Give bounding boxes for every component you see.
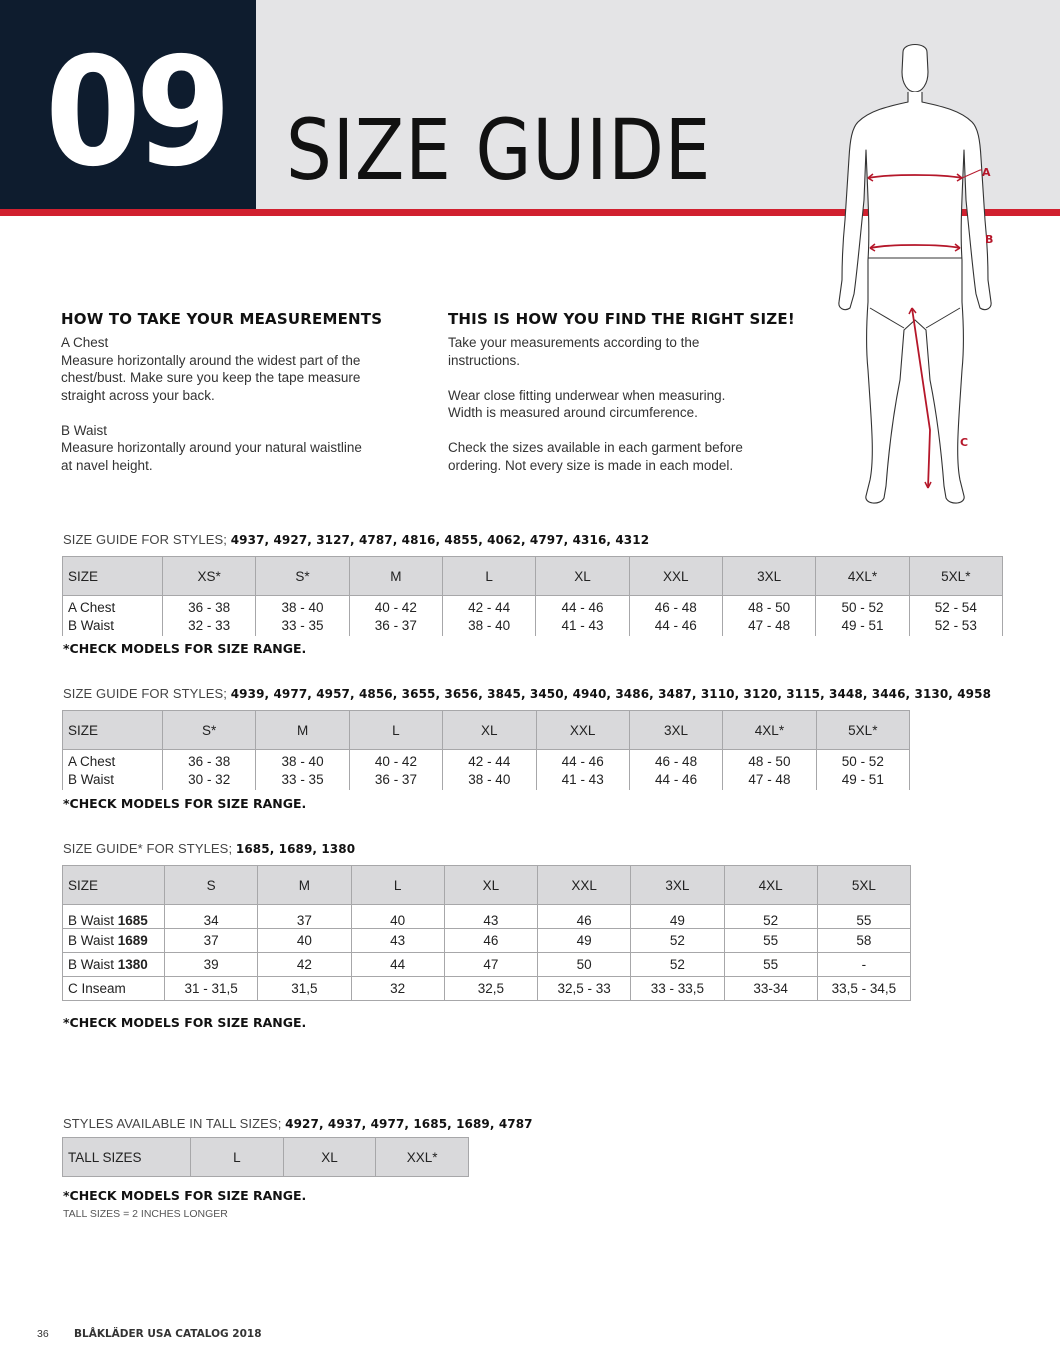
- table-cell: 49: [538, 929, 631, 953]
- table2-header-0: S*: [163, 711, 256, 750]
- table1-note: *CHECK MODELS FOR SIZE RANGE.: [63, 641, 307, 656]
- table4-caption: STYLES AVAILABLE IN TALL SIZES; 4927, 4937, 4977, 1685, 1689, 4787: [63, 1116, 533, 1131]
- tall-sizes-table: [62, 1137, 469, 1177]
- table1-header-0: XS*: [163, 557, 256, 596]
- table1-cell-8: 52 - 54 52 - 53: [909, 596, 1002, 636]
- chapter-number: 09: [45, 26, 227, 200]
- table-cell: 33 - 33,5: [631, 977, 724, 1001]
- table-cell: 32: [351, 977, 444, 1001]
- table-cell: 50: [538, 953, 631, 977]
- table1-header-1: S*: [256, 557, 349, 596]
- table1-caption: SIZE GUIDE FOR STYLES; 4937, 4927, 3127, 4787, 4816, 4855, 4062, 4797, 4316, 4312: [63, 532, 650, 547]
- table1-header-4: XL: [536, 557, 629, 596]
- size-table-1: SIZE XS* S* M L XL XXL 3XL 4XL* 5XL* A Chest B Waist 36 - 38 32 - 33 38 - 40 33 - 35 40 - 42 36 - 37 42 - 44 38 - 40 44 - 46 41 - 43 46 - 48 44 - 46 48 - 50 47 - 48 50 - 52 49 - 51 52 - 54 52 - 53: [62, 556, 1003, 636]
- table2-note: *CHECK MODELS FOR SIZE RANGE.: [63, 796, 307, 811]
- table3-header-1: M: [258, 866, 351, 905]
- table-cell: 31,5: [258, 977, 351, 1001]
- table4-header-2: XXL*: [376, 1138, 469, 1177]
- table3-header-size: SIZE: [63, 866, 165, 905]
- table2-header-4: XXL: [536, 711, 629, 750]
- table-cell: 44: [351, 953, 444, 977]
- table-cell: 40: [258, 929, 351, 953]
- row-label: C Inseam: [63, 977, 165, 1001]
- table-cell: 37: [258, 905, 351, 929]
- table3-header-4: XXL: [538, 866, 631, 905]
- table-cell: 49: [631, 905, 724, 929]
- tall-sizes-subnote: TALL SIZES = 2 INCHES LONGER: [63, 1208, 228, 1220]
- table3-header-5: 3XL: [631, 866, 724, 905]
- table-cell: 55: [724, 929, 817, 953]
- size-table-3: [62, 865, 911, 1001]
- table-cell: 37: [165, 929, 258, 953]
- table-cell: 52: [631, 929, 724, 953]
- row-label: B Waist 1685: [63, 905, 165, 929]
- catalog-name: BLÅKLÄDER USA CATALOG 2018: [74, 1328, 262, 1340]
- table1-cell-7: 50 - 52 49 - 51: [816, 596, 909, 636]
- table1-header-6: 3XL: [722, 557, 815, 596]
- table1-cell-2: 40 - 42 36 - 37: [349, 596, 442, 636]
- table-cell: 46: [538, 905, 631, 929]
- table1-header-7: 4XL*: [816, 557, 909, 596]
- table-cell: 43: [444, 905, 537, 929]
- table-row: [63, 905, 911, 929]
- table3-header-3: XL: [444, 866, 537, 905]
- table2-caption: SIZE GUIDE FOR STYLES; 4939, 4977, 4957, 4856, 3655, 3656, 3845, 3450, 4940, 3486, 3487, 3110, 3120, 3115, 3448, 3446, 3130, 4958: [63, 686, 992, 701]
- body-measurement-figure: [830, 40, 1000, 520]
- table-row: [63, 977, 911, 1001]
- figure-label-a: A: [982, 166, 991, 179]
- table-cell: 58: [817, 929, 910, 953]
- page-number: 36: [37, 1328, 49, 1340]
- table2-cell-4: 44 - 46 41 - 43: [536, 750, 629, 790]
- table-row: [63, 929, 911, 953]
- table3-note: *CHECK MODELS FOR SIZE RANGE.: [63, 1015, 307, 1030]
- chapter-number-block: [0, 0, 256, 210]
- figure-label-b: B: [985, 233, 994, 246]
- table-cell: 55: [817, 905, 910, 929]
- table-cell: 32,5 - 33: [538, 977, 631, 1001]
- row-label: B Waist 1380: [63, 953, 165, 977]
- table-cell: 52: [631, 953, 724, 977]
- table-cell: 40: [351, 905, 444, 929]
- table1-cell-0: 36 - 38 32 - 33: [163, 596, 256, 636]
- table2-cell-6: 48 - 50 47 - 48: [723, 750, 816, 790]
- table-cell: 32,5: [444, 977, 537, 1001]
- table2-cell-7: 50 - 52 49 - 51: [816, 750, 909, 790]
- how-to-heading: HOW TO TAKE YOUR MEASUREMENTS: [61, 310, 383, 328]
- table-cell: 46: [444, 929, 537, 953]
- table2-header-1: M: [256, 711, 349, 750]
- table1-cell-5: 46 - 48 44 - 46: [629, 596, 722, 636]
- table-cell: -: [817, 953, 910, 977]
- table1-header-3: L: [442, 557, 535, 596]
- table-cell: 33,5 - 34,5: [817, 977, 910, 1001]
- table-cell: 31 - 31,5: [165, 977, 258, 1001]
- table-cell: 43: [351, 929, 444, 953]
- table-cell: 55: [724, 953, 817, 977]
- table4-header-0: L: [191, 1138, 284, 1177]
- how-to-text: A Chest Measure horizontally around the widest part of the chest/bust. Make sure you keep the tape measure straight across your back. B Waist Measure horizontally around your natural waistline at navel height.: [61, 335, 362, 473]
- table3-header-6: 4XL: [724, 866, 817, 905]
- table1-header-size: SIZE: [63, 557, 163, 596]
- table2-cell-2: 40 - 42 36 - 37: [349, 750, 442, 790]
- table1-header-2: M: [349, 557, 442, 596]
- table3-header-7: 5XL: [817, 866, 910, 905]
- table2-cell-0: 36 - 38 30 - 32: [163, 750, 256, 790]
- table1-cell-4: 44 - 46 41 - 43: [536, 596, 629, 636]
- table2-header-7: 5XL*: [816, 711, 909, 750]
- table2-header-size: SIZE: [63, 711, 163, 750]
- row-label: B Waist 1689: [63, 929, 165, 953]
- table3-header-2: L: [351, 866, 444, 905]
- table4-header-tall: TALL SIZES: [63, 1138, 191, 1177]
- table2-header-6: 4XL*: [723, 711, 816, 750]
- table-cell: 34: [165, 905, 258, 929]
- table1-cell-6: 48 - 50 47 - 48: [722, 596, 815, 636]
- table2-header-3: XL: [443, 711, 536, 750]
- figure-label-c: C: [960, 436, 969, 449]
- table-row: [63, 953, 911, 977]
- table1-header-5: XXL: [629, 557, 722, 596]
- table2-cell-3: 42 - 44 38 - 40: [443, 750, 536, 790]
- table4-note: *CHECK MODELS FOR SIZE RANGE.: [63, 1188, 307, 1203]
- table-cell: 42: [258, 953, 351, 977]
- table3-caption: SIZE GUIDE* FOR STYLES; 1685, 1689, 1380: [63, 841, 356, 856]
- table2-cell-1: 38 - 40 33 - 35: [256, 750, 349, 790]
- table-cell: 47: [444, 953, 537, 977]
- right-size-heading: THIS IS HOW YOU FIND THE RIGHT SIZE!: [448, 310, 795, 328]
- table1-header-8: 5XL*: [909, 557, 1002, 596]
- right-size-text: Take your measurements according to the instructions. Wear close fitting underwear when measuring. Width is measured around circumference. Check the sizes available in each garment before ordering. Not every size is made in each model.: [448, 335, 743, 473]
- table4-header-1: XL: [283, 1138, 376, 1177]
- table-cell: 52: [724, 905, 817, 929]
- size-table-2: SIZE S* M L XL XXL 3XL 4XL* 5XL* A Chest B Waist 36 - 38 30 - 32 38 - 40 33 - 35 40 - 42 36 - 37 42 - 44 38 - 40 44 - 46 41 - 43 46 - 48 44 - 46 48 - 50 47 - 48 50 - 52 49 - 51: [62, 710, 910, 790]
- table2-cell-5: 46 - 48 44 - 46: [629, 750, 722, 790]
- table-cell: 33-34: [724, 977, 817, 1001]
- table2-header-2: L: [349, 711, 442, 750]
- table1-cell-1: 38 - 40 33 - 35: [256, 596, 349, 636]
- table-cell: 39: [165, 953, 258, 977]
- table2-header-5: 3XL: [629, 711, 722, 750]
- table3-header-0: S: [165, 866, 258, 905]
- page-title: SIZE GUIDE: [286, 101, 712, 199]
- table1-cell-3: 42 - 44 38 - 40: [442, 596, 535, 636]
